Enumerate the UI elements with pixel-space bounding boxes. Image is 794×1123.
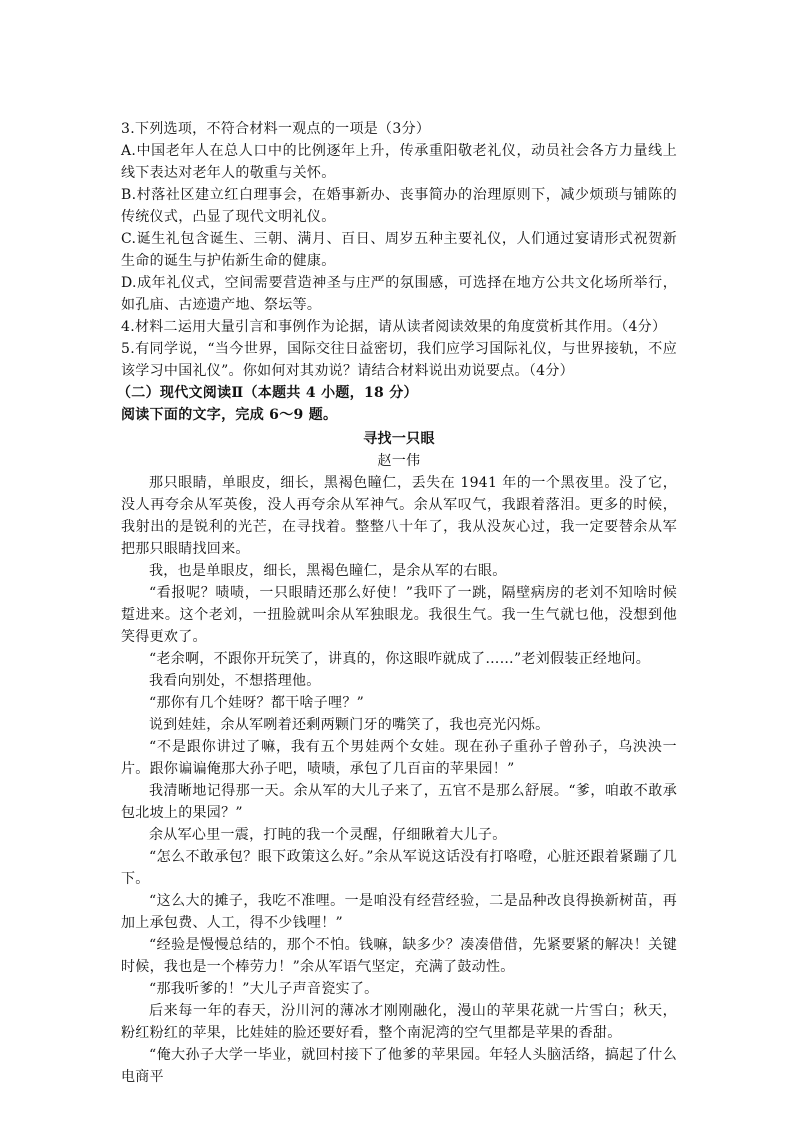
story-paragraph: 那只眼睛，单眼皮，细长，黑褐色瞳仁，丢失在 1941 年的一个黑夜里。没了它，没人再夸余从军英俊，没人再夸余从军神气。余从军叹气，我跟着落泪。更多的时候，我射出的是锐利的光芒，在寻找着。整整八十年了，我从没灰心过，我一定要替余从军把那只眼睛找回来。 [121, 475, 677, 557]
story-paragraph: 余从军心里一震，打盹的我一个灵醒，仔细瞅着大儿子。 [149, 827, 507, 843]
story-paragraph: “看报呢？啧啧，一只眼睛还那么好使！”我吓了一跳，隔壁病房的老刘不知啥时候踅进来。这个老刘，一扭脸就叫余从军独眼龙。我很生气。我一生气就乜他，没想到他笑得更欢了。 [121, 585, 677, 645]
section-heading: （二）现代文阅读Ⅱ（本题共 4 小题，18 分） [117, 385, 418, 401]
story-author: 赵一伟 [377, 453, 421, 469]
question-3-option-d: D.成年礼仪式，空间需要营造神圣与庄严的氛围感，可选择在地方公共文化场所举行，如孔庙、古迹遗产地、祭坛等。 [121, 275, 677, 313]
section-instruction: 阅读下面的文字，完成 6～9 题。 [121, 407, 338, 423]
story-paragraph: “怎么不敢承包？眼下政策这么好。”余从军说这话没有打咯噔，心脏还跟着紧蹦了几下。 [121, 849, 677, 887]
story-paragraph: 我看向别处，不想搭理他。 [149, 673, 321, 689]
story-paragraph: “不是跟你讲过了嘛，我有五个男娃两个女娃。现在孙子重孙子曾孙子，乌泱泱一片。跟你谝谝俺那大孙子吧，啧啧，承包了几百亩的苹果园！” [121, 739, 677, 777]
question-3-option-b: B.村落社区建立红白理事会，在婚事新办、丧事简办的治理原则下，减少烦琐与铺陈的传统仪式，凸显了现代文明礼仪。 [121, 187, 677, 225]
story-paragraph: 我清晰地记得那一天。余从军的大儿子来了，五官不是那么舒展。“爹，咱敢不敢承包北坡上的果园？” [121, 783, 677, 821]
question-5: 5.有同学说，“当今世界，国际交往日益密切，我们应学习国际礼仪，与世界接轨，不应该学习中国礼仪”。你如何对其劝说？请结合材料说出劝说要点。（4分） [121, 341, 677, 379]
story-paragraph: “俺大孙子大学一毕业，就回村接下了他爹的苹果园。年轻人头脑活络，搞起了什么电商平 [121, 1047, 677, 1085]
story-paragraph: 后来每一年的春天，汾川河的薄冰才刚刚融化，漫山的苹果花就一片雪白；秋天，粉红粉红的苹果，比娃娃的脸还要好看，整个南泥湾的空气里都是苹果的香甜。 [121, 1003, 677, 1041]
story-paragraph: “这么大的摊子，我吃不准哩。一是咱没有经营经验，二是品种改良得换新树苗，再加上承包费、人工，得不少钱哩！” [121, 893, 677, 931]
question-3-option-a: A.中国老年人在总人口中的比例逐年上升，传承重阳敬老礼仪，动员社会各方力量线上线下表达对老年人的敬重与关怀。 [121, 143, 677, 181]
story-paragraph: “老余啊，不跟你开玩笑了，讲真的，你这眼咋就成了……”老刘假装正经地问。 [149, 651, 651, 667]
story-paragraph: “那我听爹的！”大儿子声音瓷实了。 [149, 981, 379, 997]
story-paragraph: “那你有几个娃呀？都干啥子哩？” [149, 695, 365, 711]
question-4: 4.材料二运用大量引言和事例作为论据，请从读者阅读效果的角度赏析其作用。（4分） [121, 319, 667, 335]
story-paragraph: 说到娃娃，余从军咧着还剩两颗门牙的嘴笑了，我也亮光闪烁。 [149, 717, 550, 733]
question-3-option-c: C.诞生礼包含诞生、三朝、满月、百日、周岁五种主要礼仪，人们通过宴请形式祝贺新生命的诞生与护佑新生命的健康。 [121, 231, 677, 269]
question-3-stem: 3.下列选项，不符合材料一观点的一项是（3分） [121, 121, 431, 137]
story-paragraph: “经验是慢慢总结的，那个不怕。钱嘛，缺多少？凑凑借借，先紧要紧的解决！关键时候，我也是一个棒劳力！”余从军语气坚定，充满了鼓动性。 [121, 937, 677, 975]
story-paragraph: 我，也是单眼皮，细长，黑褐色瞳仁，是余从军的右眼。 [149, 563, 507, 579]
story-title: 寻找一只眼 [363, 431, 435, 447]
page-content [117, 118, 677, 1088]
